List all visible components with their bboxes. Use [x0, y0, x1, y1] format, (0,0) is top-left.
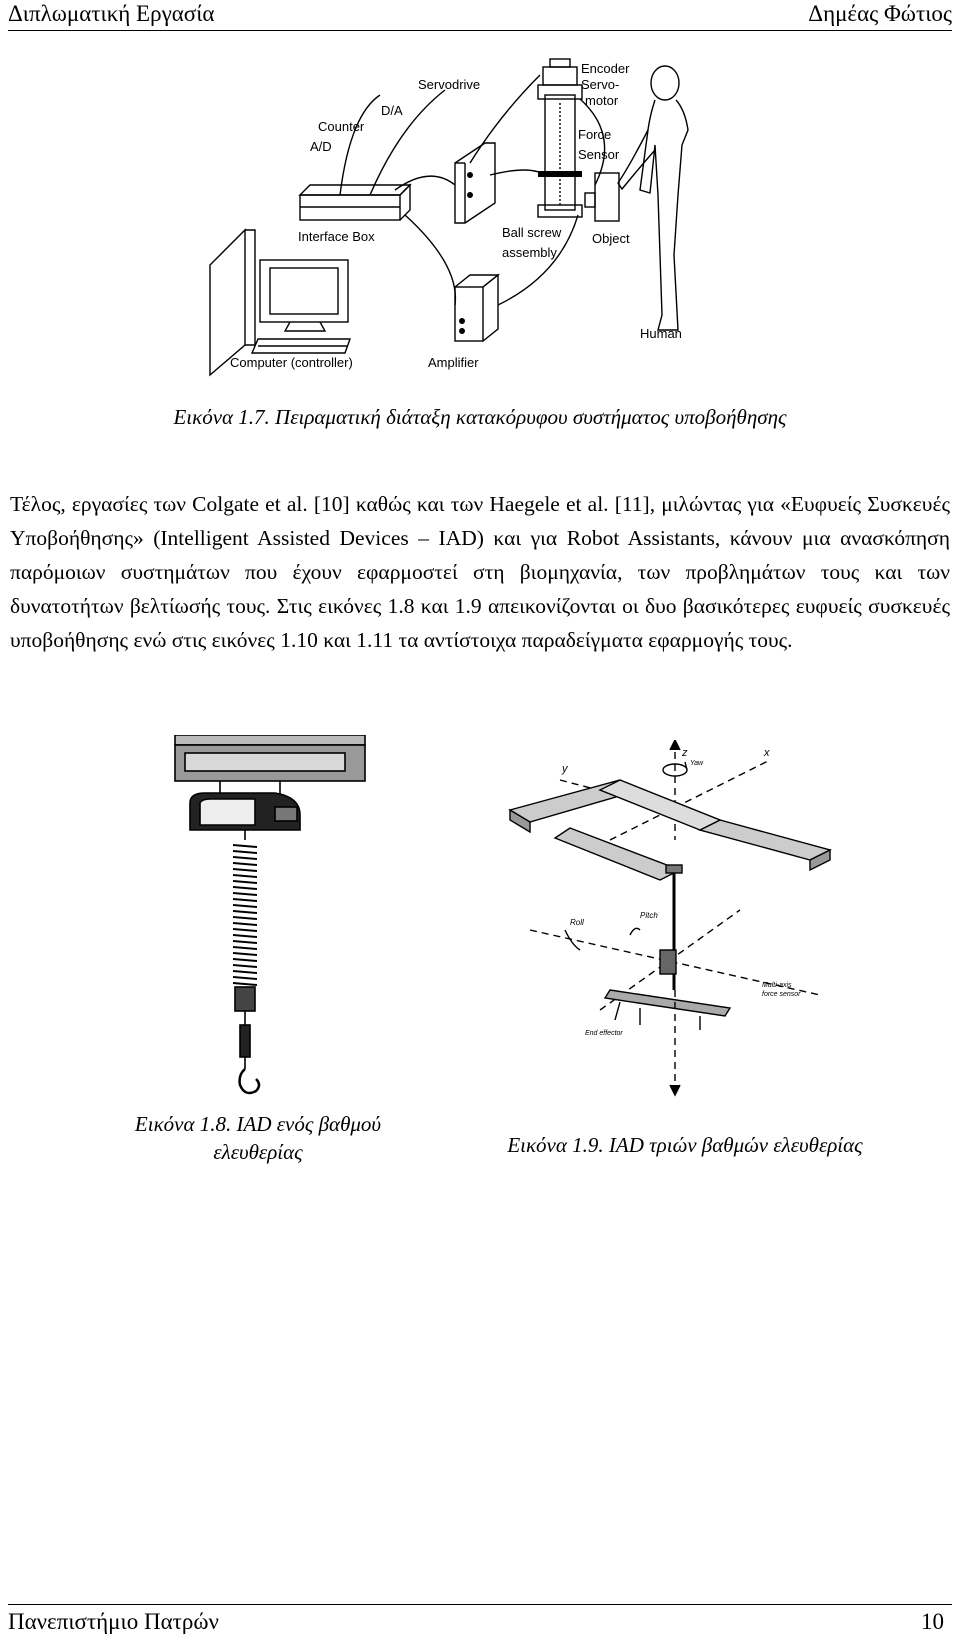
servomotor	[543, 67, 577, 85]
label-ball-screw-line2: assembly	[502, 245, 557, 260]
figure-1-7-experimental-setup	[200, 55, 730, 395]
label-servodrive: Servodrive	[418, 77, 481, 92]
amplifier-box	[455, 287, 483, 341]
human-figure	[618, 66, 688, 330]
label-force-sensor-line2: Sensor	[578, 147, 620, 162]
label-roll: Roll	[570, 918, 584, 927]
label-computer: Computer (controller)	[230, 355, 353, 370]
label-servomotor-line2: motor	[585, 93, 619, 108]
footer-university: Πανεπιστήμιο Πατρών	[8, 1609, 219, 1634]
label-end-effector: End effector	[585, 1030, 623, 1037]
header-author: Δημέας Φώτιος	[808, 1, 952, 26]
label-pitch: Pitch	[640, 911, 658, 920]
label-x-axis: x	[764, 747, 770, 759]
figure-1-9-three-dof-iad	[500, 740, 885, 1105]
label-human: Human	[640, 326, 682, 341]
object	[595, 173, 619, 221]
label-object: Object	[592, 231, 630, 246]
figure-1-8-caption: Εικόνα 1.8. IAD ενός βαθμού ελευθερίας	[134, 1112, 382, 1164]
label-force-sensor-line1: Force	[578, 127, 612, 142]
interface-box	[300, 185, 410, 195]
computer-tower	[210, 230, 245, 375]
figure-1-9-caption: Εικόνα 1.9. IAD τριών βαθμών ελευθερίας	[507, 1133, 863, 1157]
figure-1-7-caption: Εικόνα 1.7. Πειραματική διάταξη κατακόρυφου συστήματος υποβοήθησης	[173, 405, 787, 429]
label-counter: Counter	[318, 119, 365, 134]
label-amplifier: Amplifier	[428, 355, 479, 370]
hook-icon	[240, 1069, 259, 1093]
figure-1-8-one-dof-iad	[160, 735, 370, 1105]
computer-monitor	[260, 260, 348, 322]
label-interface-box: Interface Box	[298, 229, 375, 244]
force-sensor	[585, 193, 595, 207]
encoder	[550, 59, 570, 67]
label-y-axis: y	[562, 763, 568, 775]
label-yaw: Yaw	[690, 760, 704, 767]
label-multi-axis-line2: force sensor	[762, 991, 801, 998]
label-servomotor-line1: Servo-	[581, 77, 620, 92]
page-number: 10	[921, 1609, 944, 1634]
label-encoder: Encoder	[581, 61, 630, 76]
body-paragraph: Τέλος, εργασίες των Colgate et al. [10] καθώς και των Haegele et al. [11], μιλώντας για «Ευφυείς Συσκευές Υποβοήθησης» (Intelligent Assisted Devices – IAD) και για Robot Assistants, κάνουν μια ανασκόπηση παρόμοιων συστημάτων που έχουν εφαρμοστεί στη βιομηχανία, των προβλημάτων τους και των δυνατοτήτων βελτίωσής τους. Στις εικόνες 1.8 και 1.9 απεικονίζονται οι δυο βασικότερες ευφυείς συσκευές υποβοήθησης ενώ στις εικόνες 1.10 και 1.11 τα αντίστοιχα παραδείγματα εφαρμογής τους.	[10, 492, 950, 652]
page-header	[8, 0, 952, 31]
label-ad: A/D	[310, 139, 332, 154]
label-ball-screw-line1: Ball screw	[502, 225, 562, 240]
header-thesis-title: Διπλωματική Εργασία	[8, 1, 215, 26]
page-footer	[8, 1604, 952, 1638]
label-multi-axis-line1: Multi-axis	[762, 982, 792, 989]
label-z-axis: z	[682, 747, 688, 759]
label-da: D/A	[381, 103, 403, 118]
coiled-cable	[233, 845, 257, 985]
